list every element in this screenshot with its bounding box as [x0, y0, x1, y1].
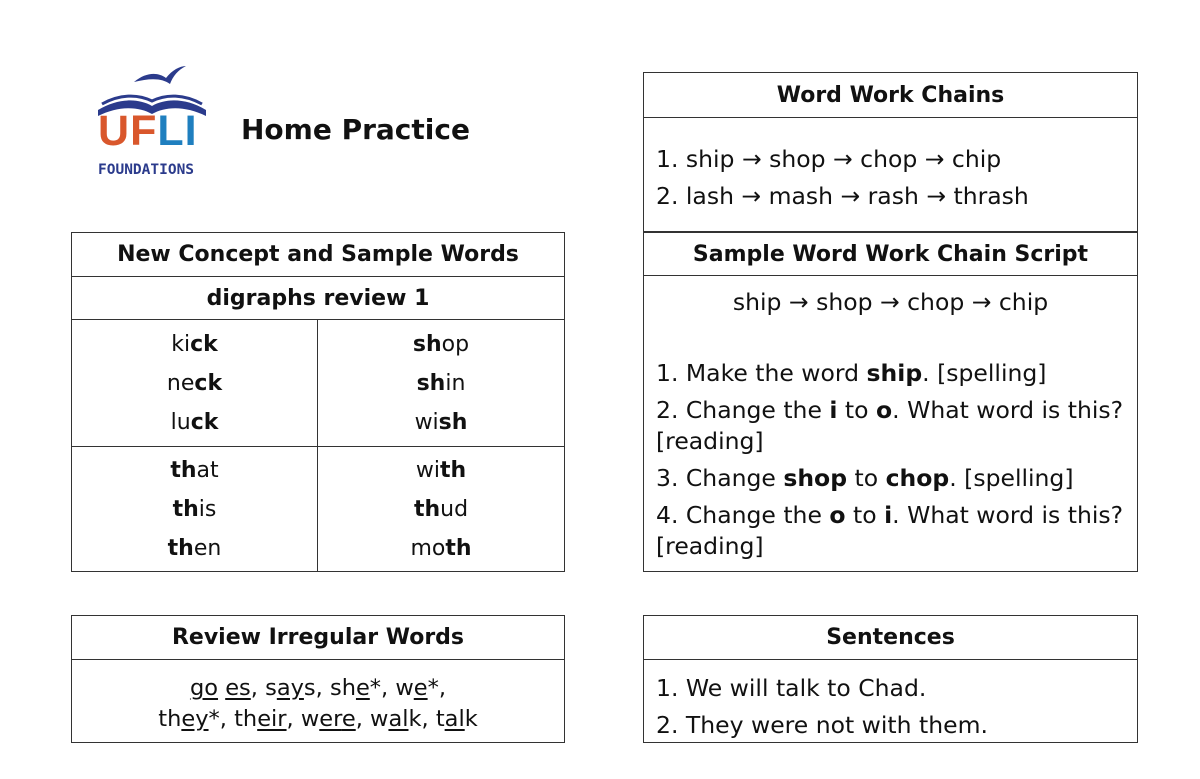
- sample-word: with: [415, 457, 467, 483]
- chain-item: 2. lash → mash → rash → thrash: [656, 182, 1029, 210]
- irregular-line-2: they*, their, were, walk, talk: [158, 706, 478, 732]
- irregular-line-1: go es, says, she*, we*,: [189, 675, 447, 701]
- sample-word: thud: [413, 496, 469, 522]
- script-heading: Sample Word Work Chain Script: [644, 232, 1137, 276]
- concept-box: [71, 232, 565, 572]
- sample-word: shop: [412, 331, 470, 357]
- sample-word: this: [172, 496, 217, 522]
- sentences-box: [643, 615, 1138, 743]
- word-cell: [318, 447, 564, 571]
- irregular-word: she*: [329, 675, 382, 701]
- word-cell: [72, 320, 318, 447]
- irregular-word: talk: [435, 706, 478, 732]
- sample-word: then: [167, 535, 222, 561]
- script-chain: ship → shop → chop → chip: [732, 288, 1049, 316]
- sample-word: luck: [170, 409, 219, 435]
- irregular-word: were: [300, 706, 356, 732]
- logo-subtitle: FOUNDATIONS: [98, 162, 195, 178]
- irregular-word: their: [234, 706, 287, 732]
- sample-word: that: [170, 457, 219, 483]
- irregular-word: walk: [370, 706, 422, 732]
- sample-word: moth: [410, 535, 472, 561]
- sentences-heading: Sentences: [644, 616, 1137, 660]
- script-step: 2. Change the i to o. What word is this? [reading]: [656, 396, 1124, 455]
- logo-wordmark: UFLI: [98, 107, 198, 155]
- irregular-words-box: [71, 615, 565, 743]
- word-work-chains-box: [643, 72, 1138, 232]
- sample-word: shin: [416, 370, 466, 396]
- word-cell: [318, 320, 564, 447]
- script-step: 1. Make the word ship. [spelling]: [656, 359, 1047, 387]
- sample-word: kick: [171, 331, 218, 357]
- irregular-word: we*: [395, 675, 439, 701]
- sample-word: neck: [166, 370, 223, 396]
- concept-subheading: digraphs review 1: [72, 277, 564, 320]
- word-cell: [72, 447, 318, 571]
- ufli-logo: [94, 64, 210, 182]
- sample-word: wish: [414, 409, 468, 435]
- chains-heading: Word Work Chains: [644, 73, 1137, 118]
- irregular-heading: Review Irregular Words: [72, 616, 564, 660]
- chain-script-box: [643, 232, 1138, 572]
- sample-word-grid: [72, 320, 564, 571]
- concept-heading: New Concept and Sample Words: [72, 233, 564, 277]
- script-step: 3. Change shop to chop. [spelling]: [656, 464, 1074, 492]
- sentence-item: 2. They were not with them.: [656, 711, 988, 739]
- chain-item: 1. ship → shop → chop → chip: [656, 145, 1002, 173]
- sentence-item: 1. We will talk to Chad.: [656, 674, 927, 702]
- irregular-word: go es: [189, 675, 251, 701]
- chain-list: [644, 118, 1137, 215]
- page-title: Home Practice: [241, 113, 470, 146]
- script-steps: [644, 334, 1137, 562]
- script-step: 4. Change the o to i. What word is this? [reading]: [656, 501, 1124, 560]
- sentence-list: [644, 660, 1137, 744]
- irregular-word-list: [72, 660, 564, 735]
- irregular-word: says: [265, 675, 316, 701]
- irregular-word: they*: [158, 706, 220, 732]
